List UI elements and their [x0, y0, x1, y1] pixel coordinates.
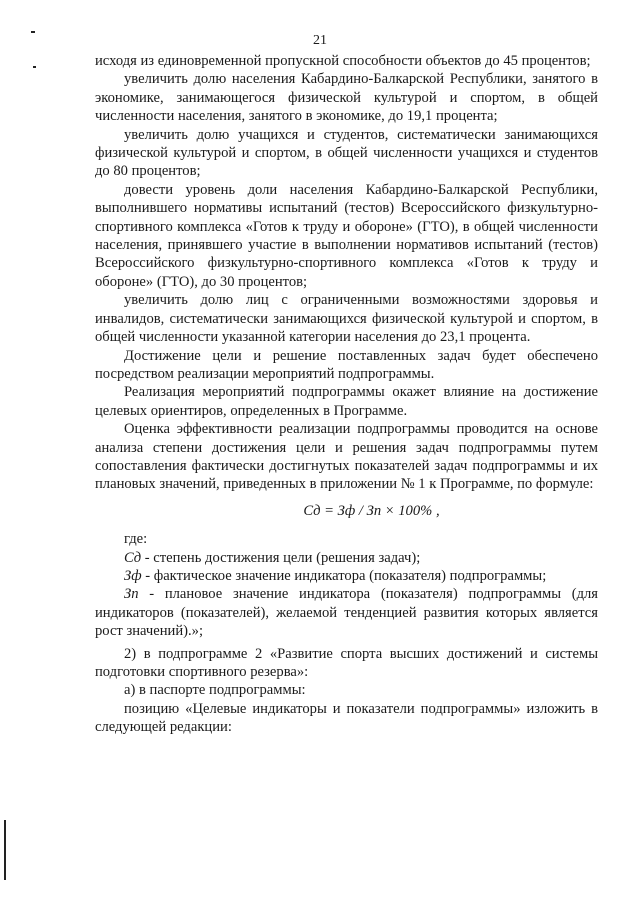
paragraph: Реализация мероприятий подпрограммы окажет влияние на достижение целевых ориентиров, определенных в Программе. [95, 384, 598, 419]
scan-margin-mark [33, 66, 36, 68]
paragraph: а) в паспорте подпрограммы: [124, 682, 306, 699]
paragraph: исходя из единовременной пропускной способности объектов до 45 процентов; [95, 53, 591, 69]
definition-zf [95, 567, 598, 585]
paragraph: увеличить долю учащихся и студентов, систематически занимающихся физической культурой и спортом, в общей численности учащихся и студентов до 80 процентов; [95, 126, 598, 180]
page-number: 21 [313, 33, 327, 48]
definition-cd [95, 549, 598, 567]
paragraph: позицию «Целевые индикаторы и показатели подпрограммы» изложить в следующей редакции: [95, 700, 598, 736]
scan-margin-mark [4, 820, 6, 880]
main-paragraphs [95, 52, 598, 494]
definition-zp [95, 585, 598, 640]
document-body [95, 52, 598, 737]
paragraph: довести уровень доли населения Кабардино-Балкарской Республики, выполнившего нормативы испытаний (тестов) Всероссийского физкультурно-спортивного комплекса «Готов к труду и обороне» (ГТО), в общей численности населения, принявшего участие в выполнении нормативов испытаний (тестов) Всероссийского физкультурно-спортивного комплекса «Готов к труду и обороне» (ГТО), до 30 процентов; [95, 181, 598, 290]
paragraph: Достижение цели и решение поставленных задач будет обеспечено посредством реализации мероприятий подпрограммы. [95, 347, 598, 382]
definition-text: - фактическое значение индикатора (показателя) подпрограммы; [141, 567, 547, 584]
scan-margin-mark [31, 31, 35, 33]
efficiency-formula: Сд = Зф / Зп × 100% , [303, 502, 440, 519]
paragraph: Оценка эффективности реализации подпрограммы проводится на основе анализа степени достижения цели и решения задач подпрограммы путем сопоставления фактически достигнутых показателей задач подпрограммы и их плановых значений, приведенных в приложении № 1 к Программе, по формуле: [95, 421, 598, 493]
paragraph: увеличить долю населения Кабардино-Балкарской Республики, занятого в экономике, занимающегося физической культурой и спортом, в общей численности населения, занятого в экономике, до 19,1 процента; [95, 71, 598, 125]
paragraph: 2) в подпрограмме 2 «Развитие спорта высших достижений и системы подготовки спортивного резерва»: [95, 645, 598, 680]
symbol: Сд [124, 549, 142, 566]
symbol: Зп [124, 586, 139, 603]
definition-text: - степень достижения цели (решения задач); [141, 549, 421, 566]
paragraph: увеличить долю лиц с ограниченными возможностями здоровья и инвалидов, систематически занимающихся физической культурой и спортом, в общей численности указанной категории населения до 23,1 процента. [95, 292, 598, 346]
symbol: Зф [124, 567, 142, 584]
definition-text: - плановое значение индикатора (показателя) подпрограммы (для индикаторов (показателей), желаемой тенденцией развития которых является рост значений).»; [95, 586, 598, 640]
where-label: где: [124, 531, 148, 548]
